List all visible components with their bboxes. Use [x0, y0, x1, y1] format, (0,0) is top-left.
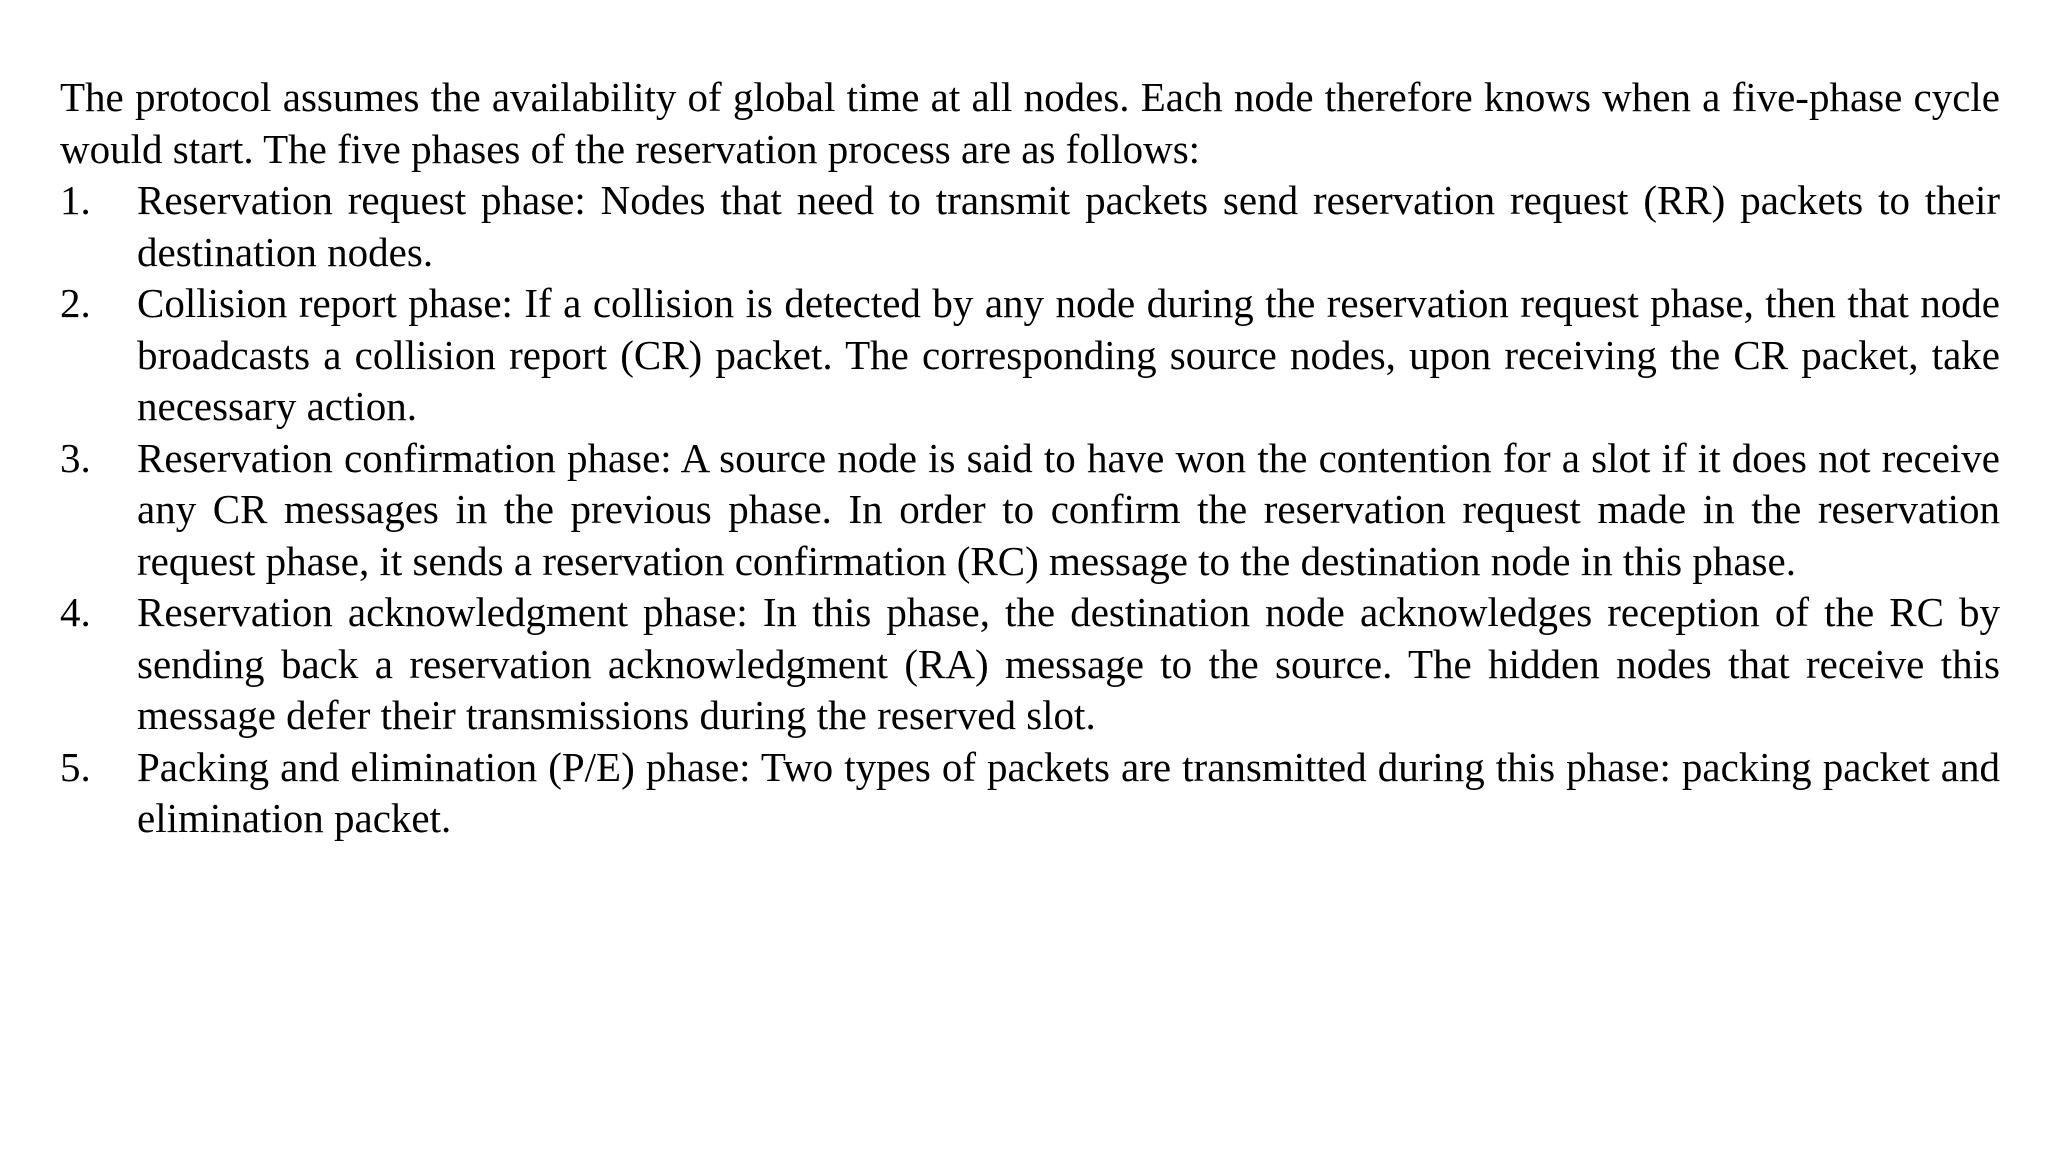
list-item-number: 2.: [60, 280, 91, 326]
intro-paragraph: The protocol assumes the availability of global time at all nodes. Each node therefore knows when a five-phase cycle would start. The five phases of the reservation process are as follows:: [60, 74, 2000, 172]
list-item-text: Packing and elimination (P/E) phase: Two types of packets are transmitted during this phase: packing packet and elimination packet.: [137, 743, 2000, 841]
list-item-number: 3.: [60, 434, 91, 481]
list-item-text: Reservation confirmation phase: A source node is said to have won the contention for a slot if it does not receive any CR messages in the previous phase. In order to confirm the reservation request made in the reservation request phase, it sends a reservation confirmation (RC) message to the destination node in this phase.: [137, 434, 2000, 584]
list-item-number: 4.: [60, 589, 91, 635]
list-item: [60, 742, 2000, 845]
list-item: [60, 278, 2000, 433]
list-item-text: Reservation acknowledgment phase: In this phase, the destination node acknowledges reception of the RC by sending back a reservation acknowledgment (RA) message to the source. The hidden nodes that receive this message defer their transmissions during the reserved slot.: [137, 589, 2000, 738]
list-item-text: Reservation request phase: Nodes that need to transmit packets send reservation request (RR) packets to their destination nodes.: [137, 177, 2000, 275]
document-body: [60, 72, 2000, 845]
list-item: [60, 175, 2000, 278]
phase-list: [60, 175, 2000, 845]
list-item-text: Collision report phase: If a collision is detected by any node during the reservation request phase, then that node broadcasts a collision report (CR) packet. The corresponding source nodes, upon receiving the CR packet, take necessary action.: [137, 280, 2000, 429]
list-item: [60, 433, 2000, 588]
list-item: [60, 587, 2000, 742]
list-item-number: 5.: [60, 743, 91, 790]
list-item-number: 1.: [60, 177, 91, 223]
